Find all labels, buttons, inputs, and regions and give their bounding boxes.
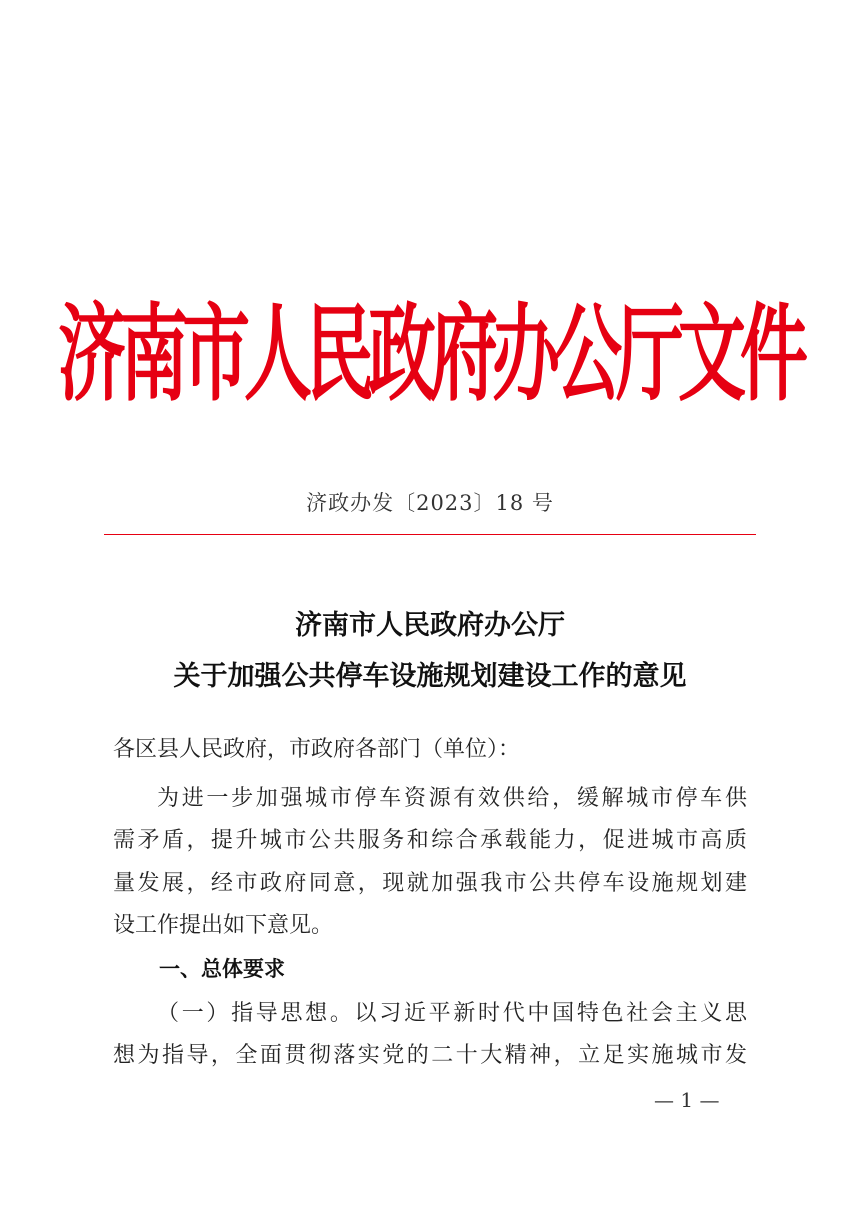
body-line: 想为指导，全面贯彻落实党的二十大精神，立足实施城市发	[113, 1043, 747, 1068]
document-title-line-1: 济南市人民政府办公厅	[295, 610, 565, 641]
document-number: 济政办发〔2023〕18 号	[306, 491, 554, 515]
document-title-line-2: 关于加强公共停车设施规划建设工作的意见	[173, 661, 687, 692]
section-heading: 一、总体要求	[159, 957, 285, 981]
page-number: — 1 —	[654, 1088, 720, 1112]
red-divider-line	[104, 534, 756, 535]
body-line: 设工作提出如下意见。	[113, 913, 334, 938]
body-line: 为进一步加强城市停车资源有效供给，缓解城市停车供	[157, 786, 747, 811]
body-line: 需矛盾，提升城市公共服务和综合承载能力，促进城市高质	[113, 828, 747, 853]
body-line: 量发展，经市政府同意，现就加强我市公共停车设施规划建	[113, 871, 747, 896]
body-line: （一）指导思想。以习近平新时代中国特色社会主义思	[157, 1001, 747, 1026]
masthead-title: 济南市人民政府办公厅文件	[57, 292, 802, 417]
salutation: 各区县人民政府，市政府各部门（单位）：	[113, 737, 521, 762]
